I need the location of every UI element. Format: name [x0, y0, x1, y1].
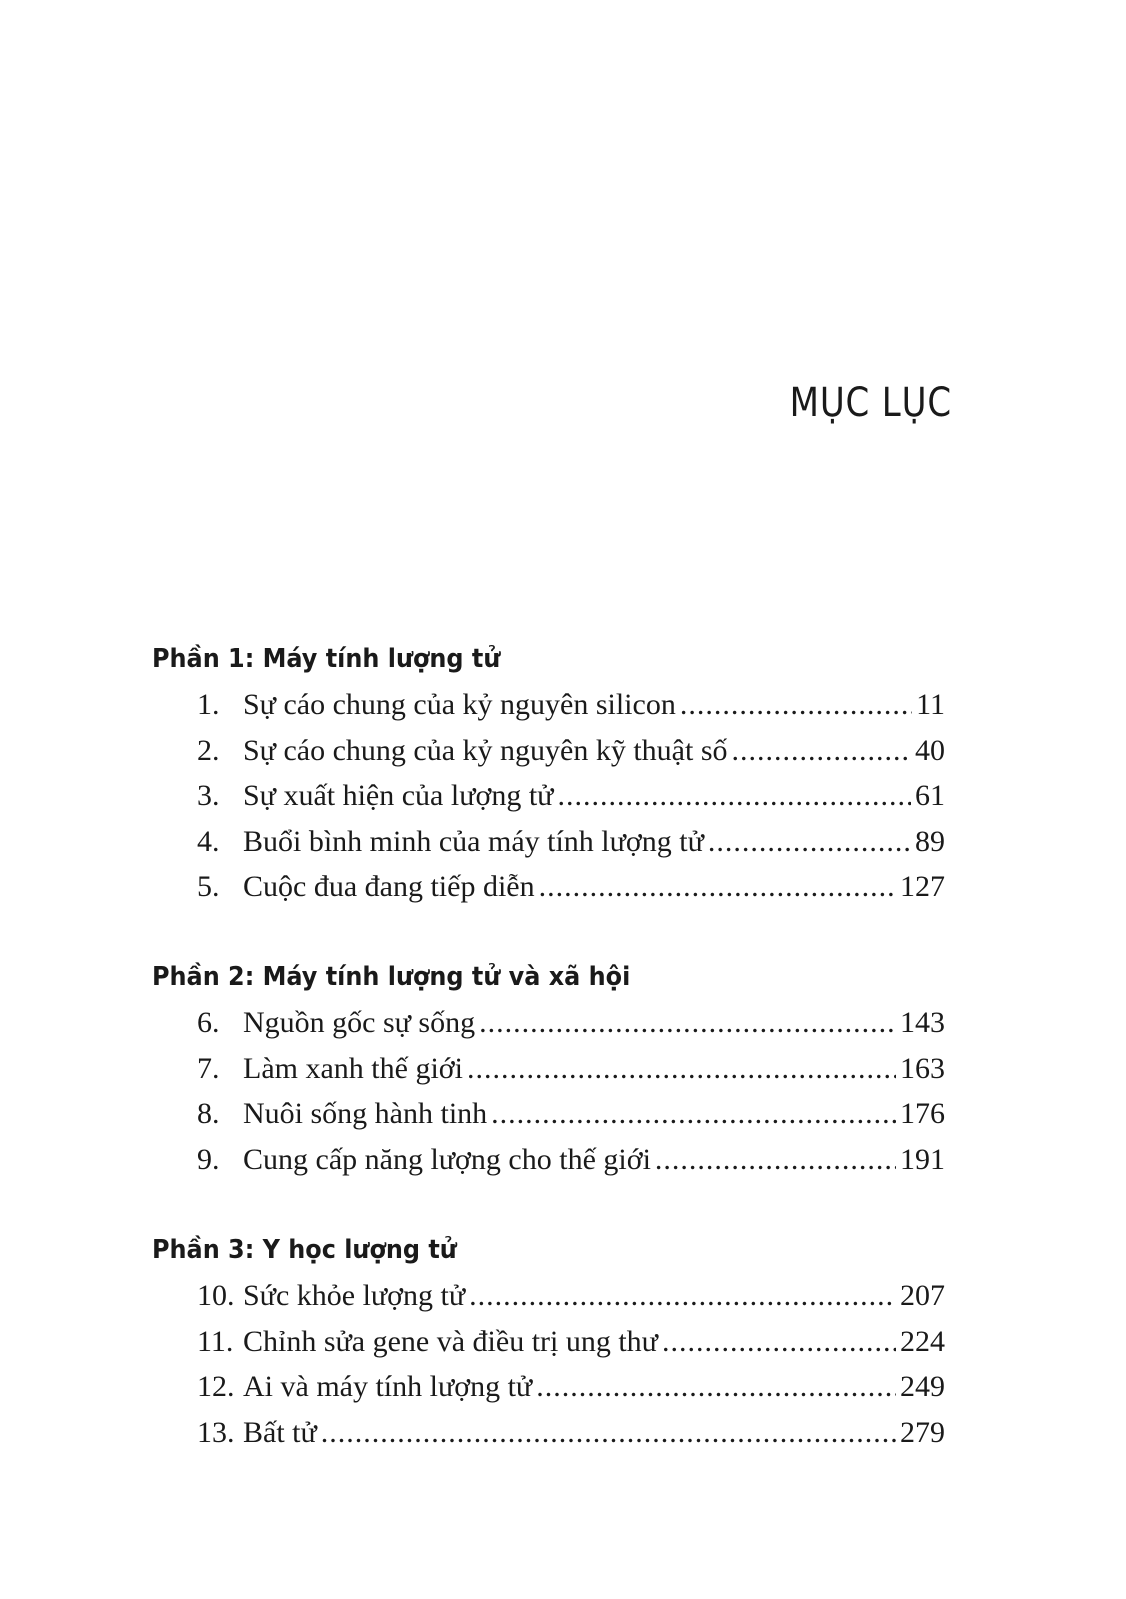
- toc-entry[interactable]: [152, 682, 945, 728]
- dot-leader: [479, 1000, 896, 1046]
- toc-entry[interactable]: [152, 819, 945, 865]
- toc-entry[interactable]: [152, 1000, 945, 1046]
- entry-title: Nuôi sống hành tinh: [243, 1097, 488, 1130]
- entry-number: 13.: [197, 1415, 235, 1449]
- toc-entry[interactable]: [152, 864, 945, 910]
- dot-leader: [708, 819, 911, 865]
- entry-page: 89: [915, 824, 945, 858]
- toc-section-1: [152, 636, 945, 910]
- entry-page: 207: [900, 1279, 945, 1312]
- entry-title: Buổi bình minh của máy tính lượng tử: [243, 824, 704, 858]
- section-heading: Phần 2: Máy tính lượng tử và xã hội: [152, 962, 631, 992]
- toc-section-2: [152, 954, 945, 1182]
- toc-entry[interactable]: [152, 1273, 945, 1319]
- section-heading: Phần 1: Máy tính lượng tử: [152, 644, 501, 674]
- entry-title: Sức khỏe lượng tử: [243, 1279, 466, 1312]
- entry-page: 279: [900, 1415, 945, 1449]
- entry-number: 5.: [197, 870, 220, 903]
- section-heading: Phần 3: Y học lượng tử: [152, 1235, 457, 1265]
- entry-page: 176: [900, 1097, 945, 1130]
- entry-page: 249: [900, 1370, 945, 1403]
- entry-number: 4.: [197, 824, 220, 858]
- entry-title: Sự cáo chung của kỷ nguyên silicon: [243, 688, 676, 721]
- toc-entry[interactable]: [152, 728, 945, 774]
- entry-number: 7.: [197, 1051, 220, 1085]
- dot-leader: [321, 1410, 896, 1456]
- entry-number: 11.: [197, 1324, 234, 1358]
- entry-page: 191: [900, 1142, 945, 1176]
- dot-leader: [662, 1319, 896, 1365]
- toc-entry[interactable]: [152, 1410, 945, 1456]
- entry-title: Nguồn gốc sự sống: [243, 1006, 476, 1039]
- dot-leader: [557, 773, 911, 819]
- entry-page: 61: [915, 779, 945, 812]
- dot-leader: [680, 682, 912, 728]
- entry-title: Làm xanh thế giới: [243, 1051, 463, 1085]
- entry-number: 10.: [197, 1279, 235, 1312]
- entry-title: Sự cáo chung của kỷ nguyên kỹ thuật số: [243, 733, 728, 767]
- entry-number: 8.: [197, 1097, 220, 1130]
- dot-leader: [655, 1137, 896, 1183]
- entry-page: 11: [916, 688, 945, 721]
- entry-page: 143: [900, 1006, 945, 1039]
- toc-entry[interactable]: [152, 1091, 945, 1137]
- toc-section-3: [152, 1227, 945, 1455]
- page-title: MỤC LỤC: [789, 380, 952, 426]
- entry-number: 2.: [197, 733, 220, 767]
- dot-leader: [491, 1091, 896, 1137]
- dot-leader: [539, 864, 896, 910]
- entry-title: Sự xuất hiện của lượng tử: [243, 779, 554, 812]
- entry-title: Cung cấp năng lượng cho thế giới: [243, 1142, 651, 1176]
- dot-leader: [536, 1364, 896, 1410]
- entry-number: 6.: [197, 1006, 220, 1039]
- entry-page: 163: [900, 1051, 945, 1085]
- entry-page: 40: [915, 733, 945, 767]
- entry-page: 127: [900, 870, 945, 903]
- entry-title: Ai và máy tính lượng tử: [243, 1370, 533, 1403]
- dot-leader: [467, 1046, 896, 1092]
- entry-title: Bất tử: [243, 1415, 317, 1449]
- entry-title: Cuộc đua đang tiếp diễn: [243, 870, 535, 903]
- dot-leader: [469, 1273, 896, 1319]
- entry-number: 1.: [197, 688, 220, 721]
- dot-leader: [732, 728, 912, 774]
- toc-entry[interactable]: [152, 1364, 945, 1410]
- entry-title: Chỉnh sửa gene và điều trị ung thư: [243, 1324, 658, 1358]
- entry-number: 12.: [197, 1370, 235, 1403]
- toc-entry[interactable]: [152, 1319, 945, 1365]
- entry-number: 9.: [197, 1142, 220, 1176]
- entry-number: 3.: [197, 779, 220, 812]
- toc-entry[interactable]: [152, 773, 945, 819]
- entry-page: 224: [900, 1324, 945, 1358]
- toc-entry[interactable]: [152, 1046, 945, 1092]
- toc-entry[interactable]: [152, 1137, 945, 1183]
